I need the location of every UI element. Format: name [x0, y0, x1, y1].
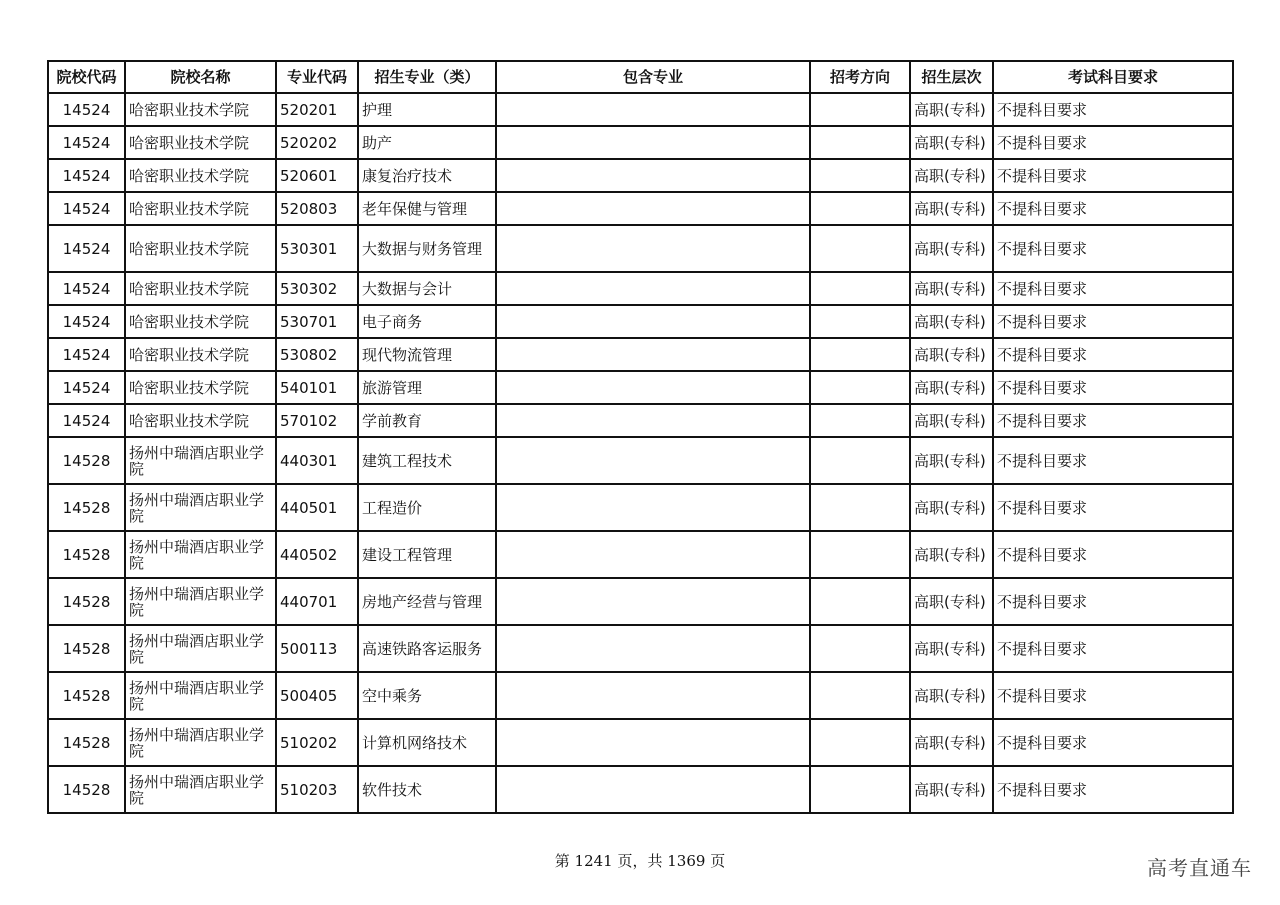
cell-school-code: 14524	[48, 338, 125, 371]
cell-direction	[810, 766, 910, 813]
cell-major-code: 520803	[276, 192, 358, 225]
cell-school-code: 14528	[48, 437, 125, 484]
cell-school-code: 14524	[48, 371, 125, 404]
cell-major: 工程造价	[358, 484, 496, 531]
cell-major-code: 530302	[276, 272, 358, 305]
header-major: 招生专业（类）	[358, 61, 496, 93]
cell-level: 高职(专科)	[910, 225, 993, 272]
cell-included-majors	[496, 437, 810, 484]
cell-subject-requirement: 不提科目要求	[993, 192, 1233, 225]
cell-included-majors	[496, 225, 810, 272]
table-row	[48, 192, 1233, 225]
cell-included-majors	[496, 672, 810, 719]
table-row	[48, 371, 1233, 404]
cell-major-code: 500405	[276, 672, 358, 719]
cell-subject-requirement: 不提科目要求	[993, 225, 1233, 272]
cell-level: 高职(专科)	[910, 192, 993, 225]
cell-direction	[810, 272, 910, 305]
cell-major-code: 440301	[276, 437, 358, 484]
cell-school-code: 14524	[48, 159, 125, 192]
cell-major: 软件技术	[358, 766, 496, 813]
cell-school-code: 14528	[48, 766, 125, 813]
cell-major: 建筑工程技术	[358, 437, 496, 484]
cell-school-name: 哈密职业技术学院	[125, 338, 276, 371]
cell-direction	[810, 338, 910, 371]
table-row	[48, 484, 1233, 531]
cell-direction	[810, 305, 910, 338]
cell-major: 学前教育	[358, 404, 496, 437]
cell-school-code: 14528	[48, 578, 125, 625]
watermark: 高考直通车	[1147, 856, 1252, 880]
cell-major-code: 530802	[276, 338, 358, 371]
cell-direction	[810, 531, 910, 578]
cell-major-code: 440701	[276, 578, 358, 625]
cell-subject-requirement: 不提科目要求	[993, 578, 1233, 625]
table-row	[48, 719, 1233, 766]
cell-major: 旅游管理	[358, 371, 496, 404]
header-level: 招生层次	[910, 61, 993, 93]
table-row	[48, 437, 1233, 484]
cell-major: 康复治疗技术	[358, 159, 496, 192]
cell-subject-requirement: 不提科目要求	[993, 625, 1233, 672]
cell-direction	[810, 437, 910, 484]
cell-major-code: 570102	[276, 404, 358, 437]
table-row	[48, 159, 1233, 192]
cell-subject-requirement: 不提科目要求	[993, 484, 1233, 531]
cell-direction	[810, 159, 910, 192]
cell-major-code: 500113	[276, 625, 358, 672]
table-row	[48, 338, 1233, 371]
cell-direction	[810, 484, 910, 531]
cell-school-code: 14528	[48, 531, 125, 578]
cell-level: 高职(专科)	[910, 719, 993, 766]
cell-school-code: 14528	[48, 719, 125, 766]
cell-included-majors	[496, 338, 810, 371]
table-row	[48, 305, 1233, 338]
cell-level: 高职(专科)	[910, 531, 993, 578]
cell-subject-requirement: 不提科目要求	[993, 93, 1233, 126]
cell-included-majors	[496, 719, 810, 766]
admissions-table	[47, 60, 1234, 814]
cell-major-code: 510203	[276, 766, 358, 813]
cell-level: 高职(专科)	[910, 159, 993, 192]
table-row	[48, 578, 1233, 625]
cell-direction	[810, 126, 910, 159]
cell-direction	[810, 719, 910, 766]
header-school-name: 院校名称	[125, 61, 276, 93]
cell-included-majors	[496, 93, 810, 126]
cell-level: 高职(专科)	[910, 126, 993, 159]
cell-included-majors	[496, 126, 810, 159]
cell-school-name: 扬州中瑞酒店职业学院	[125, 672, 276, 719]
cell-school-name: 哈密职业技术学院	[125, 225, 276, 272]
cell-level: 高职(专科)	[910, 93, 993, 126]
cell-included-majors	[496, 305, 810, 338]
cell-major: 电子商务	[358, 305, 496, 338]
table-row	[48, 272, 1233, 305]
table-row	[48, 93, 1233, 126]
cell-major: 计算机网络技术	[358, 719, 496, 766]
cell-school-name: 哈密职业技术学院	[125, 93, 276, 126]
cell-subject-requirement: 不提科目要求	[993, 437, 1233, 484]
header-school-code: 院校代码	[48, 61, 125, 93]
cell-major-code: 540101	[276, 371, 358, 404]
header-subject-requirement: 考试科目要求	[993, 61, 1233, 93]
table-row	[48, 531, 1233, 578]
table-row	[48, 404, 1233, 437]
cell-level: 高职(专科)	[910, 484, 993, 531]
cell-level: 高职(专科)	[910, 437, 993, 484]
cell-level: 高职(专科)	[910, 766, 993, 813]
cell-school-name: 哈密职业技术学院	[125, 192, 276, 225]
cell-school-name: 扬州中瑞酒店职业学院	[125, 766, 276, 813]
header-major-code: 专业代码	[276, 61, 358, 93]
cell-level: 高职(专科)	[910, 272, 993, 305]
cell-school-name: 扬州中瑞酒店职业学院	[125, 578, 276, 625]
cell-major: 大数据与会计	[358, 272, 496, 305]
cell-school-code: 14528	[48, 484, 125, 531]
cell-included-majors	[496, 766, 810, 813]
table-row	[48, 126, 1233, 159]
cell-subject-requirement: 不提科目要求	[993, 305, 1233, 338]
table-row	[48, 672, 1233, 719]
cell-major: 现代物流管理	[358, 338, 496, 371]
cell-school-name: 扬州中瑞酒店职业学院	[125, 531, 276, 578]
cell-included-majors	[496, 159, 810, 192]
cell-subject-requirement: 不提科目要求	[993, 126, 1233, 159]
cell-major-code: 530301	[276, 225, 358, 272]
cell-included-majors	[496, 484, 810, 531]
cell-included-majors	[496, 371, 810, 404]
cell-subject-requirement: 不提科目要求	[993, 719, 1233, 766]
page-number: 第 1241 页，共 1369 页	[554, 852, 726, 870]
cell-subject-requirement: 不提科目要求	[993, 404, 1233, 437]
cell-level: 高职(专科)	[910, 371, 993, 404]
cell-school-name: 扬州中瑞酒店职业学院	[125, 484, 276, 531]
cell-included-majors	[496, 625, 810, 672]
cell-school-name: 扬州中瑞酒店职业学院	[125, 437, 276, 484]
cell-major: 护理	[358, 93, 496, 126]
cell-included-majors	[496, 192, 810, 225]
cell-major: 助产	[358, 126, 496, 159]
cell-major-code: 510202	[276, 719, 358, 766]
header-included-majors: 包含专业	[496, 61, 810, 93]
cell-school-name: 扬州中瑞酒店职业学院	[125, 625, 276, 672]
cell-level: 高职(专科)	[910, 404, 993, 437]
cell-major: 建设工程管理	[358, 531, 496, 578]
cell-level: 高职(专科)	[910, 305, 993, 338]
cell-direction	[810, 192, 910, 225]
cell-school-name: 哈密职业技术学院	[125, 159, 276, 192]
cell-major-code: 520601	[276, 159, 358, 192]
cell-major: 空中乘务	[358, 672, 496, 719]
cell-school-code: 14524	[48, 404, 125, 437]
cell-major: 老年保健与管理	[358, 192, 496, 225]
cell-direction	[810, 578, 910, 625]
cell-subject-requirement: 不提科目要求	[993, 672, 1233, 719]
header-direction: 招考方向	[810, 61, 910, 93]
cell-major-code: 520202	[276, 126, 358, 159]
cell-included-majors	[496, 272, 810, 305]
cell-subject-requirement: 不提科目要求	[993, 338, 1233, 371]
cell-included-majors	[496, 404, 810, 437]
cell-direction	[810, 371, 910, 404]
cell-subject-requirement: 不提科目要求	[993, 272, 1233, 305]
cell-direction	[810, 93, 910, 126]
cell-subject-requirement: 不提科目要求	[993, 766, 1233, 813]
cell-major-code: 440501	[276, 484, 358, 531]
cell-major: 房地产经营与管理	[358, 578, 496, 625]
cell-school-name: 哈密职业技术学院	[125, 126, 276, 159]
cell-subject-requirement: 不提科目要求	[993, 159, 1233, 192]
cell-subject-requirement: 不提科目要求	[993, 371, 1233, 404]
cell-major-code: 520201	[276, 93, 358, 126]
cell-school-name: 哈密职业技术学院	[125, 371, 276, 404]
cell-level: 高职(专科)	[910, 338, 993, 371]
cell-major-code: 440502	[276, 531, 358, 578]
cell-school-code: 14524	[48, 305, 125, 338]
cell-school-code: 14528	[48, 672, 125, 719]
table-row	[48, 225, 1233, 272]
cell-school-name: 扬州中瑞酒店职业学院	[125, 719, 276, 766]
cell-school-name: 哈密职业技术学院	[125, 272, 276, 305]
cell-level: 高职(专科)	[910, 625, 993, 672]
cell-school-code: 14524	[48, 272, 125, 305]
cell-school-code: 14524	[48, 225, 125, 272]
cell-included-majors	[496, 578, 810, 625]
cell-direction	[810, 625, 910, 672]
cell-direction	[810, 225, 910, 272]
cell-level: 高职(专科)	[910, 578, 993, 625]
cell-major: 高速铁路客运服务	[358, 625, 496, 672]
cell-level: 高职(专科)	[910, 672, 993, 719]
cell-major: 大数据与财务管理	[358, 225, 496, 272]
cell-school-name: 哈密职业技术学院	[125, 404, 276, 437]
cell-included-majors	[496, 531, 810, 578]
table-row	[48, 766, 1233, 813]
cell-school-name: 哈密职业技术学院	[125, 305, 276, 338]
table-header-row	[48, 61, 1233, 93]
table-row	[48, 625, 1233, 672]
cell-major-code: 530701	[276, 305, 358, 338]
cell-school-code: 14524	[48, 93, 125, 126]
cell-direction	[810, 404, 910, 437]
cell-school-code: 14524	[48, 126, 125, 159]
cell-school-code: 14528	[48, 625, 125, 672]
cell-subject-requirement: 不提科目要求	[993, 531, 1233, 578]
cell-direction	[810, 672, 910, 719]
cell-school-code: 14524	[48, 192, 125, 225]
